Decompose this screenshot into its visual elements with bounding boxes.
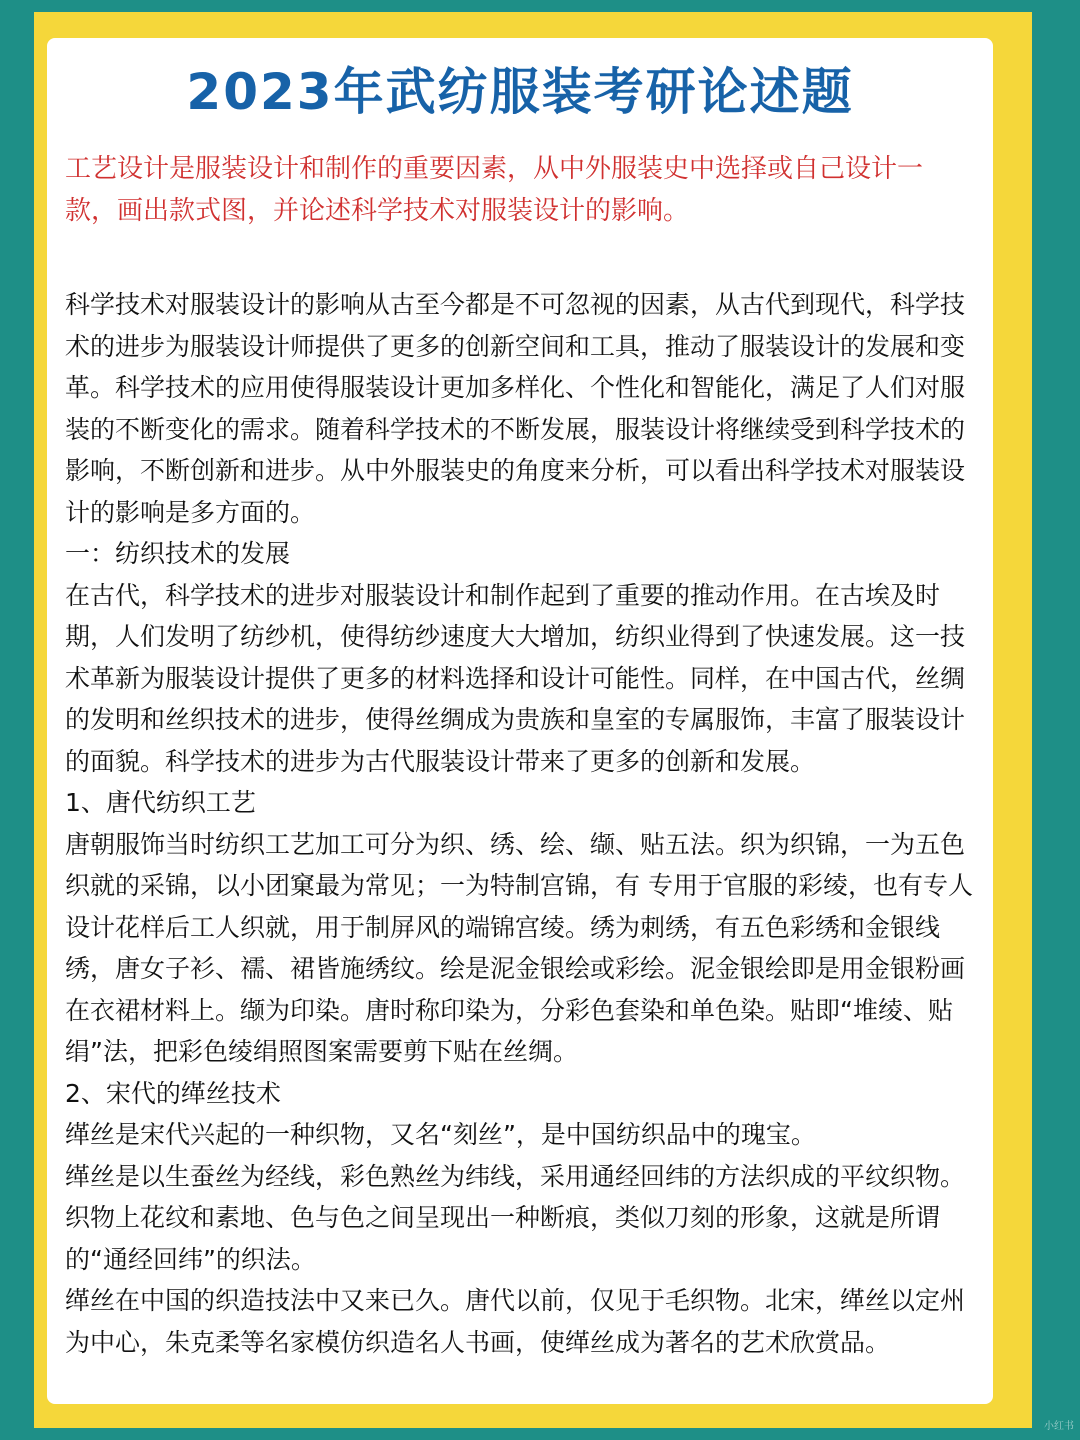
- section-heading-tang: 1、唐代纺织工艺: [65, 788, 256, 817]
- answer-body: [65, 284, 975, 1363]
- song-paragraph-3: 缂丝在中国的织造技法中又来已久。唐代以前，仅见于毛织物。北宋，缂丝以定州为中心，朱克柔等名家模仿织造名人书画，使缂丝成为著名的艺术欣赏品。: [65, 1286, 966, 1357]
- page-title: 2023年武纺服装考研论述题: [186, 63, 854, 121]
- exam-question: 工艺设计是服装设计和制作的重要因素，从中外服装史中选择或自己设计一款，画出款式图，并论述科学技术对服装设计的影响。: [65, 154, 924, 226]
- song-paragraph-1: 缂丝是宋代兴起的一种织物，又名“刻丝”，是中国纺织品中的瑰宝。: [65, 1120, 816, 1149]
- textile-paragraph: 在古代，科学技术的进步对服装设计和制作起到了重要的推动作用。在古埃及时期，人们发明了纺纱机，使得纺纱速度大大增加，纺织业得到了快速发展。这一技术革新为服装设计提供了更多的材料选择和设计可能性。同样，在中国古代，丝绸的发明和丝织技术的进步，使得丝绸成为贵族和皇室的专属服饰，丰富了服装设计的面貌。科学技术的进步为古代服装设计带来了更多的创新和发展。: [65, 580, 966, 776]
- content-card: [47, 38, 993, 1404]
- song-paragraph-2: 缂丝是以生蚕丝为经线，彩色熟丝为纬线，采用通经回纬的方法织成的平纹织物。织物上花纹和素地、色与色之间呈现出一种断痕，类似刀刻的形象，这就是所谓的“通经回纬”的织法。: [65, 1161, 966, 1274]
- watermark: 小红书: [1044, 1421, 1074, 1432]
- section-heading-textile: 一：纺织技术的发展: [65, 539, 291, 568]
- section-heading-song: 2、宋代的缂丝技术: [65, 1078, 281, 1108]
- intro-paragraph: 科学技术对服装设计的影响从古至今都是不可忽视的因素，从古代到现代，科学技术的进步为服装设计师提供了更多的创新空间和工具，推动了服装设计的发展和变革。科学技术的应用使得服装设计更加多样化、个性化和智能化，满足了人们对服装的不断变化的需求。随着科学技术的不断发展，服装设计将继续受到科学技术的影响，不断创新和进步。从中外服装史的角度来分析，可以看出科学技术对服装设计的影响是多方面的。: [65, 290, 966, 527]
- tang-paragraph: 唐朝服饰当时纺织工艺加工可分为织、绣、绘、缬、贴五法。织为织锦，一为五色织就的采锦，以小团窠最为常见；一为特制宫锦，有 专用于官服的彩绫，也有专人设计花样后工人织就，用于制屏风的端锦宫绫。绣为刺绣，有五色彩绣和金银线绣，唐女子衫、襦、裙皆施绣纹。绘是泥金银绘或彩绘。泥金银绘即是用金银粉画在衣裙材料上。缬为印染。唐时称印染为，分彩色套染和单色染。贴即“堆绫、贴绢”法，把彩色绫绢照图案需要剪下贴在丝绸。: [65, 829, 973, 1066]
